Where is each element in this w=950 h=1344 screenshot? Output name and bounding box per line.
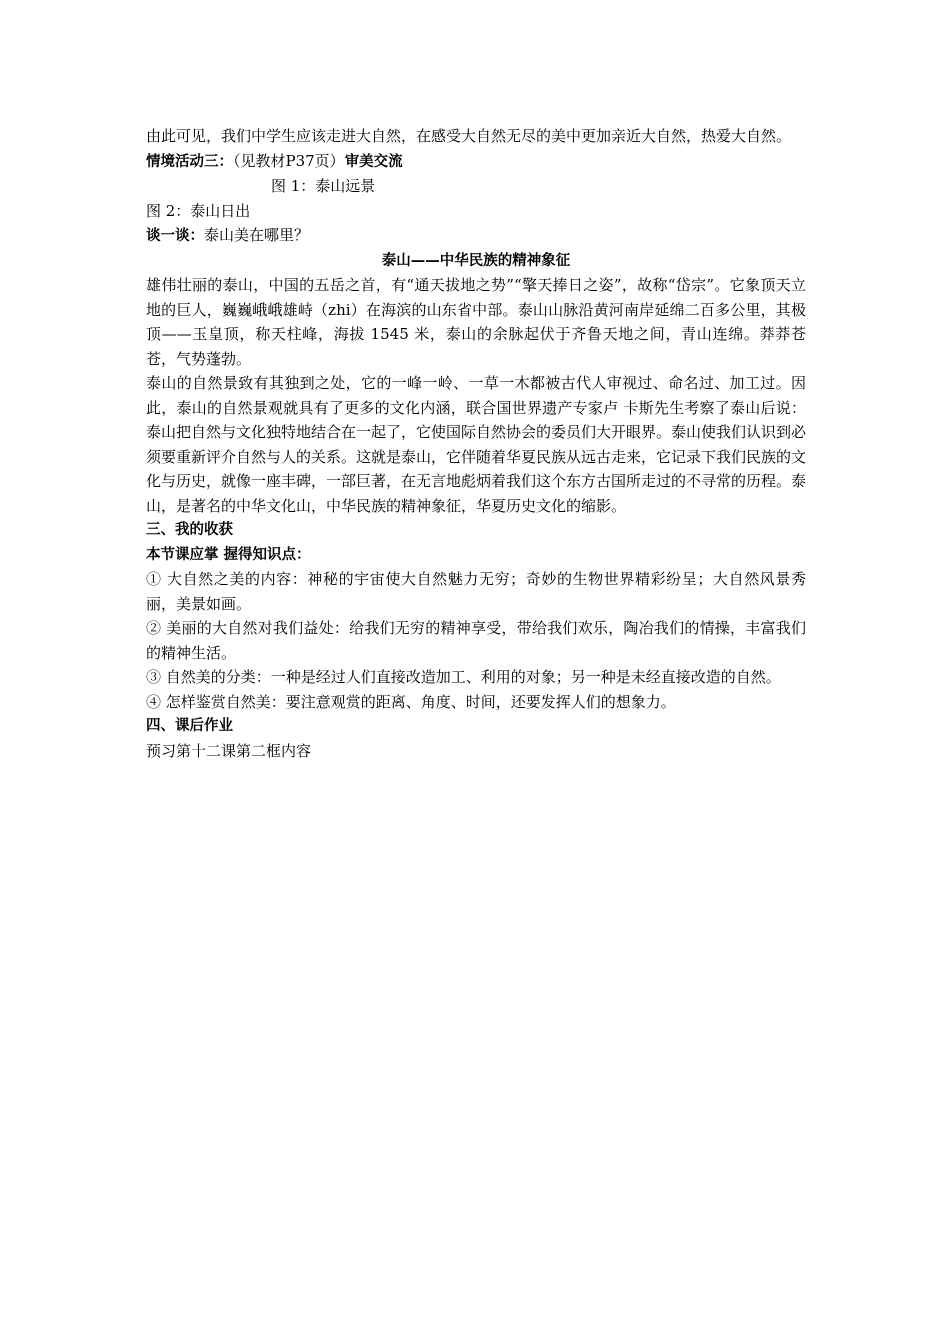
section3-heading: 三、我的收获: [146, 522, 233, 538]
article-paragraph-2: 泰山的自然景致有其独到之处，它的一峰一岭、一草一木都被古代人审视过、命名过、加工过。因此，泰山的自然景观就具有了更多的文化内涵，联合国世界遗产专家卢 卡斯先生考察了泰山后说：泰山把自然与文化独特地结合在一起了，它使国际自然协会的委员们大开眼界。泰山使我们认识到必须要重新评介自然与人的关系。这就是泰山，它伴随着华夏民族从远古走来，它记录下我们民族的文化与历史，就像一座丰碑，一部巨著，在无言地彪炳着我们这个东方古国所走过的不寻常的历程。泰山，是著名的中华文化山，中华民族的精神象征，华夏历史文化的缩影。: [146, 374, 807, 515]
talk-line: [146, 223, 806, 249]
activity3-reference: （见教材P37页）: [233, 151, 345, 170]
section4-heading: 四、课后作业: [146, 718, 233, 734]
activity3-label: 情境活动三：: [146, 153, 233, 170]
section3-subheading: 本节课应掌 握得知识点：: [146, 546, 311, 563]
knowledge-point-2: ② 美丽的大自然对我们益处：给我们无穷的精神享受，带给我们欢乐，陶冶我们的情操，丰富我们的精神生活。: [146, 619, 806, 662]
activity3-title: 审美交流: [344, 153, 403, 170]
talk-question: 泰山美在哪里？: [204, 226, 310, 244]
activity3-line: [146, 149, 806, 175]
figure2-caption: 图 2：泰山日出: [146, 201, 251, 220]
knowledge-point-1: ① 大自然之美的内容：神秘的宇宙使大自然魅力无穷；奇妙的生物世界精彩纷呈；大自然风景秀丽，美景如画。: [146, 570, 806, 613]
knowledge-point-4: ④ 怎样鉴赏自然美：要注意观赏的距离、角度、时间，还要发挥人们的想象力。: [146, 692, 676, 711]
homework-task: 预习第十二课第二框内容: [146, 741, 312, 760]
article-paragraph-1: 雄伟壮丽的泰山，中国的五岳之首，有“通天拔地之势”“擎天捧日之姿”，故称“岱宗”。它象顶天立地的巨人，巍巍峨峨雄峙（zhi）在海滨的山东省中部。泰山山脉沿黄河南岸延绵二百多公里，其极顶——玉皇顶，称天柱峰，海拔 1545 米，泰山的余脉起伏于齐鲁天地之间，青山连绵。莽莽苍苍，气势蓬勃。: [146, 276, 806, 368]
document-page: [146, 124, 806, 763]
article-title: 泰山——中华民族的精神象征: [381, 252, 571, 269]
figure1-caption: 图 1：泰山远景: [271, 177, 376, 195]
knowledge-point-3: ③ 自然美的分类：一种是经过人们直接改造加工、利用的对象；另一种是未经直接改造的自然。: [146, 668, 781, 686]
talk-label: 谈一谈：: [146, 228, 204, 244]
conclusion-paragraph: 由此可见，我们中学生应该走进大自然，在感受大自然无尽的美中更加亲近大自然，热爱大自然。: [146, 127, 792, 145]
